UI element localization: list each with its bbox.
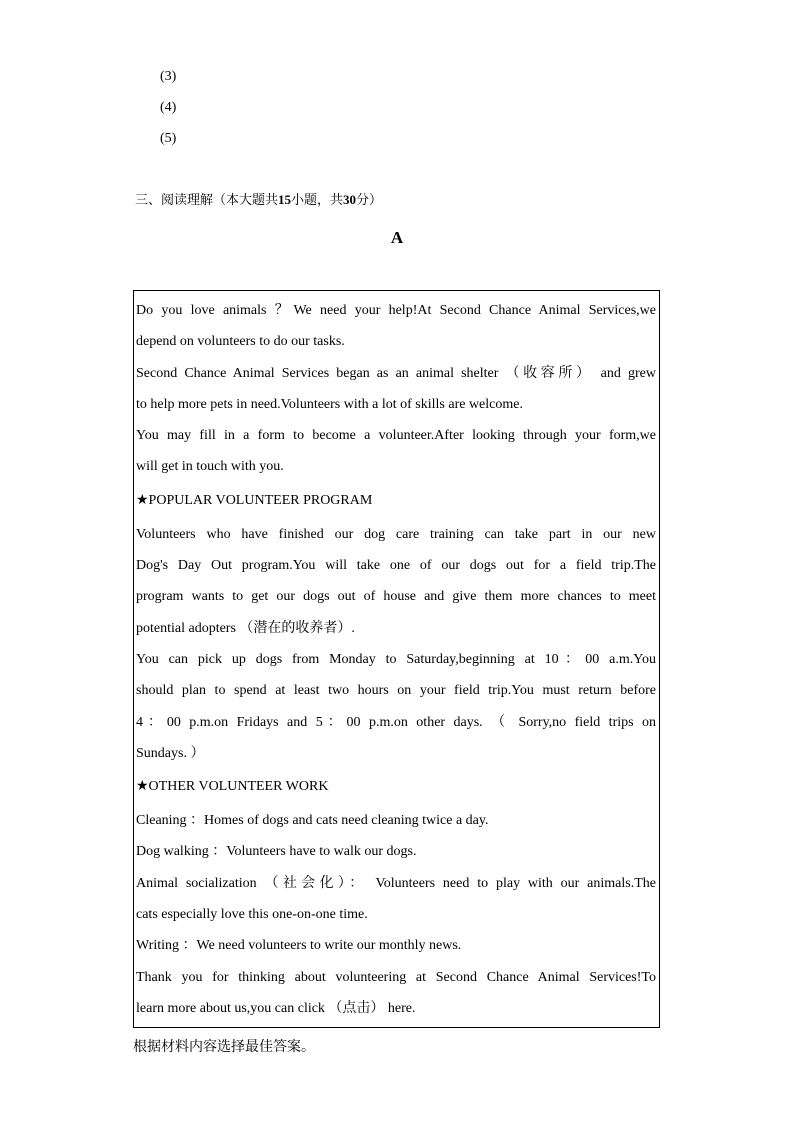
- passage-line: should plan to spend at least two hours on your field trip.You must return before: [136, 683, 656, 699]
- popular-program-heading: ★POPULAR VOLUNTEER PROGRAM: [136, 492, 373, 508]
- passage-line: Animal socialization （社会化）： Volunteers need to play with our animals.The: [136, 875, 656, 891]
- other-work-heading: ★OTHER VOLUNTEER WORK: [136, 779, 329, 795]
- passage-line: Thank you for thinking about volunteering at Second Chance Animal Services!To: [136, 969, 656, 985]
- passage-line: Cleaning ：Homes of dogs and cats need cleaning twice a day.: [136, 813, 489, 829]
- section-heading-suffix: 分）: [356, 192, 383, 207]
- passage-box: [133, 290, 660, 1028]
- passage-line: learn more about us,you can click （点击） here.: [136, 1000, 416, 1016]
- passage-line: Volunteers who have finished our dog care training can take part in our new: [136, 526, 656, 542]
- passage-line: Dog's Day Out program.You will take one of our dogs out for a field trip.The: [136, 558, 656, 574]
- passage-line: to help more pets in need.Volunteers with a lot of skills are welcome.: [136, 396, 523, 412]
- passage-line: program wants to get our dogs out of house and give them more chances to meet: [136, 589, 656, 605]
- section-heading: [135, 192, 382, 208]
- passage-line: You can pick up dogs from Monday to Saturday,beginning at 10：00 a.m.You: [136, 651, 656, 667]
- passage-line: Writing ：We need volunteers to write our monthly news.: [136, 938, 462, 954]
- passage-line: Dog walking ：Volunteers have to walk our dogs.: [136, 844, 417, 860]
- passage-line: 4：00 p.m.on Fridays and 5：00 p.m.on other days. （ Sorry,no field trips on: [136, 714, 656, 730]
- passage-label: A: [390, 228, 404, 247]
- passage-line: Second Chance Animal Services began as an animal shelter （收容所） and grew: [136, 365, 656, 381]
- passage-line: cats especially love this one-on-one time.: [136, 907, 368, 923]
- question-number-4: (4): [160, 100, 177, 115]
- passage-line: Do you love animals ？We need your help!At Second Chance Animal Services,we: [136, 303, 656, 318]
- passage-line: potential adopters （潜在的收养者）.: [136, 620, 355, 636]
- question-number-5: (5): [160, 131, 177, 146]
- section-heading-middle: 小题，共: [291, 192, 344, 207]
- question-instruction: 根据材料内容选择最佳答案。: [133, 1040, 315, 1055]
- question-number-3: (3): [160, 69, 177, 84]
- section-points: 30: [343, 192, 357, 207]
- section-question-count: 15: [278, 192, 292, 207]
- passage-line: Sundays. ）: [136, 745, 205, 761]
- passage-line: will get in touch with you.: [136, 459, 284, 475]
- passage-line: You may fill in a form to become a volunteer.After looking through your form,we: [136, 428, 656, 444]
- section-heading-prefix: 三、阅读理解（本大题共: [135, 192, 279, 207]
- passage-line: depend on volunteers to do our tasks.: [136, 334, 345, 350]
